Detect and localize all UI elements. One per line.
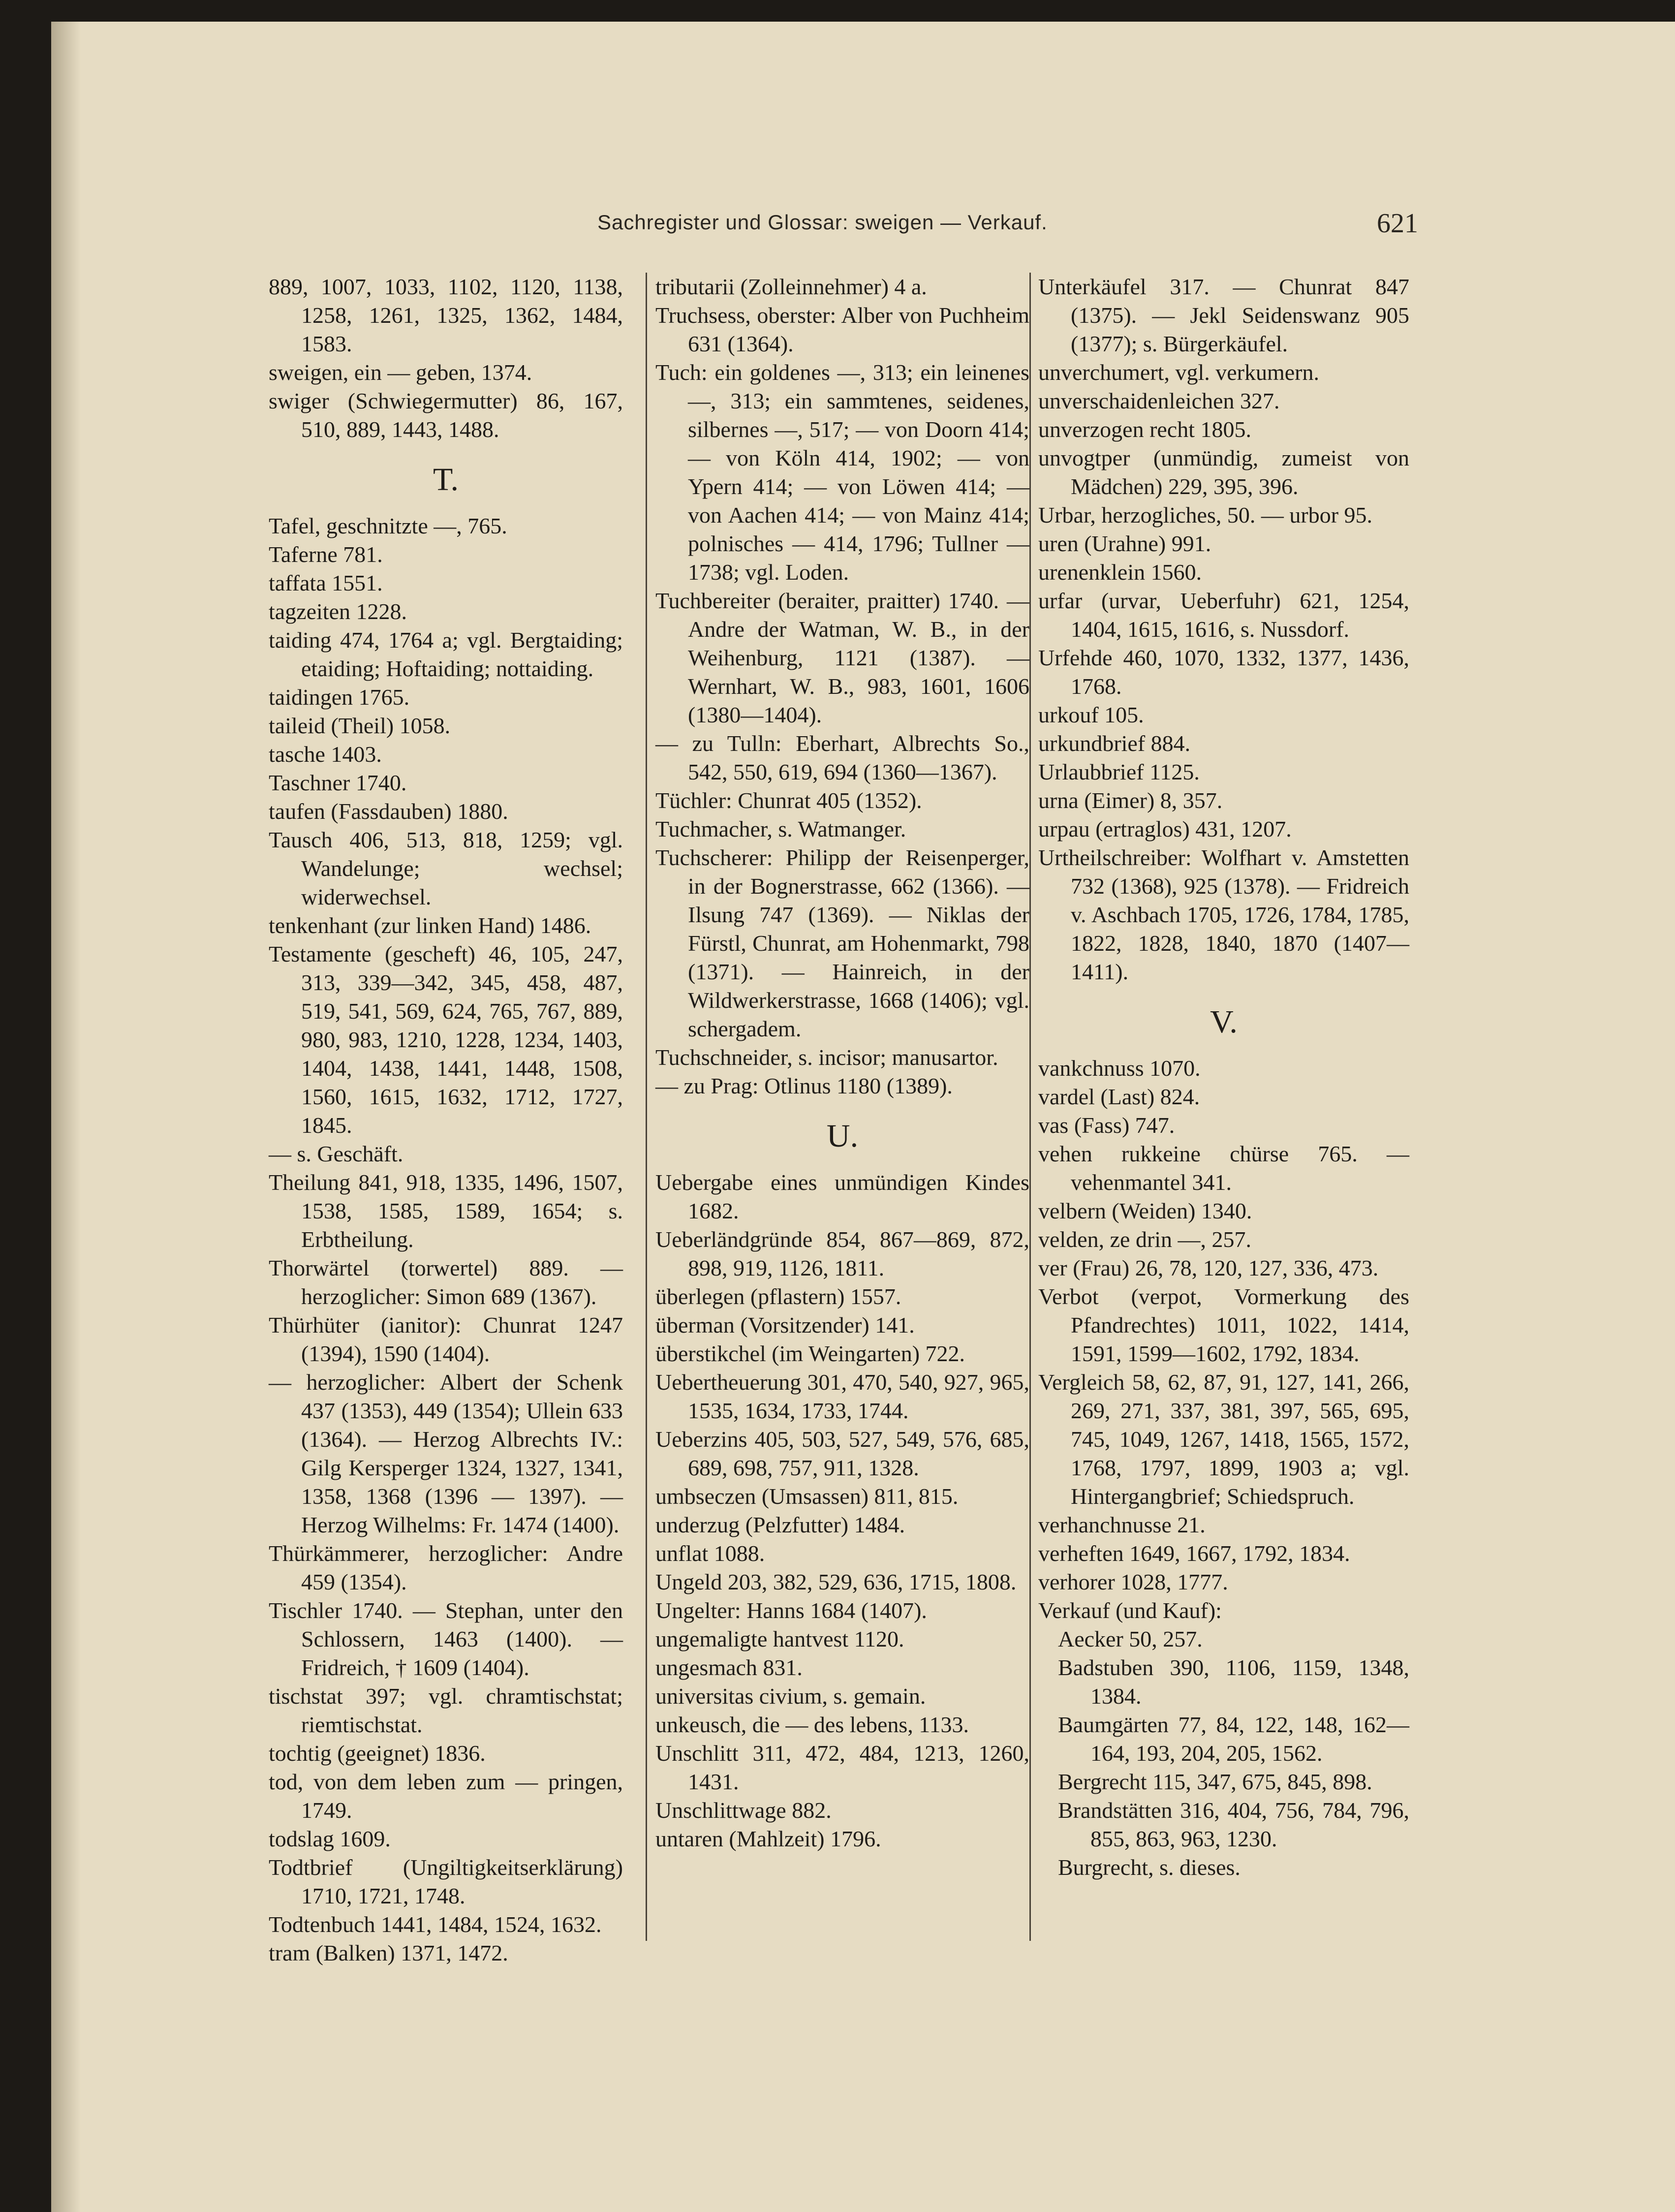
index-entry: Tafel, geschnitzte —, 765.	[269, 513, 507, 538]
index-entry: tischstat 397; vgl. chramtischstat; riemtischstat.	[269, 1683, 623, 1737]
page-number: 621	[1377, 208, 1418, 239]
index-entry: Vergleich 58, 62, 87, 91, 127, 141, 266, 269, 271, 337, 381, 397, 565, 695, 745, 1049, 1267, 1418, 1565, 1572, 1768, 1797, 1899, 1903 a; vgl. Hintergangbrief; Schiedspruch.	[1038, 1370, 1409, 1509]
index-entry: — zu Prag: Otlinus 1180 (1389).	[655, 1073, 953, 1098]
column-left	[269, 273, 623, 1967]
index-entry: ver (Frau) 26, 78, 120, 127, 336, 473.	[1038, 1255, 1379, 1280]
index-entry: universitas civium, s. gemain.	[655, 1683, 926, 1709]
index-entry: Urlaubbrief 1125.	[1038, 759, 1200, 784]
index-entry: Baumgärten 77, 84, 122, 148, 162—164, 193, 204, 205, 1562.	[1058, 1712, 1409, 1766]
book-gutter	[51, 22, 81, 2212]
index-entry: unvogtper (unmündig, zumeist von Mädchen) 229, 395, 396.	[1038, 445, 1409, 499]
index-entry: Tuchbereiter (beraiter, praitter) 1740. — Andre der Watman, W. B., in der Weihenburg, 1121 (1387). — Wernhart, W. B., 983, 1601, 1606 (1380—1404).	[655, 588, 1029, 727]
index-entry: unkeusch, die — des lebens, 1133.	[655, 1712, 969, 1737]
index-entry: Theilung 841, 918, 1335, 1496, 1507, 1538, 1585, 1589, 1654; s. Erbtheilung.	[269, 1170, 623, 1252]
index-entry: Ueberzins 405, 503, 527, 549, 576, 685, 689, 698, 757, 911, 1328.	[655, 1427, 1029, 1480]
index-entry: unflat 1088.	[655, 1541, 765, 1566]
index-entry: Burgrecht, s. dieses.	[1058, 1855, 1241, 1880]
index-entry: Unschlitt 311, 472, 484, 1213, 1260, 1431.	[655, 1741, 1029, 1794]
section-heading-v: V.	[1210, 1004, 1238, 1040]
scanned-page	[51, 22, 1675, 2212]
index-entry: Thürkämmerer, herzoglicher: Andre 459 (1354).	[269, 1541, 623, 1594]
index-entry: tram (Balken) 1371, 1472.	[269, 1940, 508, 1965]
index-entry: velbern (Weiden) 1340.	[1038, 1198, 1252, 1223]
index-entry: Tuch: ein goldenes —, 313; ein leinenes —, 313; ein sammtenes, seidenes, silbernes —, 517; — von Doorn 414; — von Köln 414, 1902; — von Ypern 414; — von Löwen 414; — von Aachen 414; — von Mainz 414; polnisches — 414, 1796; Tullner — 1738; vgl. Loden.	[655, 360, 1029, 585]
column-divider-1	[646, 273, 647, 1941]
index-entry: tochtig (geeignet) 1836.	[269, 1741, 486, 1766]
running-title: Sachregister und Glossar: sweigen — Verkauf.	[597, 211, 1048, 234]
index-entry: überman (Vorsitzender) 141.	[655, 1312, 915, 1338]
index-entry: tagzeiten 1228.	[269, 599, 407, 624]
index-entry: Uebertheuerung 301, 470, 540, 927, 965, 1535, 1634, 1733, 1744.	[655, 1370, 1029, 1423]
index-entry: Tischler 1740. — Stephan, unter den Schlossern, 1463 (1400). — Fridreich, † 1609 (1404).	[269, 1598, 623, 1680]
index-entry: urfar (urvar, Ueberfuhr) 621, 1254, 1404, 1615, 1616, s. Nussdorf.	[1038, 588, 1409, 642]
index-entry: Taschner 1740.	[269, 770, 407, 795]
index-entry: Ueberländgründe 854, 867—869, 872, 898, 919, 1126, 1811.	[655, 1227, 1029, 1280]
index-entry: ungesmach 831.	[655, 1655, 803, 1680]
index-entry: Todtbrief (Ungiltigkeitserklärung) 1710, 1721, 1748.	[269, 1855, 623, 1908]
index-entry: Tuchschneider, s. incisor; manusartor.	[655, 1045, 998, 1070]
index-entry: verhanchnusse 21.	[1038, 1512, 1206, 1537]
index-entry: todslag 1609.	[269, 1826, 391, 1851]
index-entry: Urfehde 460, 1070, 1332, 1377, 1436, 1768.	[1038, 645, 1409, 699]
index-entry: velden, ze drin —, 257.	[1038, 1227, 1252, 1252]
section-heading-u: U.	[826, 1118, 859, 1154]
index-entry: umbseczen (Umsassen) 811, 815.	[655, 1484, 959, 1509]
index-entry: untaren (Mahlzeit) 1796.	[655, 1826, 881, 1851]
index-entry: Tuchscherer: Philipp der Reisenperger, in der Bognerstrasse, 662 (1366). — Ilsung 747 (1369). — Niklas der Fürstl, Chunrat, am Hohenmarkt, 798 (1371). — Hainreich, in der Wildwerkerstrasse, 1668 (1406); vgl. schergadem.	[655, 845, 1029, 1041]
index-entry: — herzoglicher: Albert der Schenk 437 (1353), 449 (1354); Ullein 633 (1364). — Herzog Albrechts IV.: Gilg Kersperger 1324, 1327, 1341, 1358, 1368 (1396 — 1397). — Herzog Wilhelms: Fr. 1474 (1400).	[269, 1370, 623, 1537]
index-entry: Brandstätten 316, 404, 756, 784, 796, 855, 863, 963, 1230.	[1058, 1798, 1409, 1851]
index-entry: Tausch 406, 513, 818, 1259; vgl. Wandelunge; wechsel; widerwechsel.	[269, 827, 623, 909]
index-entry: urkouf 105.	[1038, 702, 1144, 727]
column-middle	[655, 273, 1029, 1853]
index-entry: urna (Eimer) 8, 357.	[1038, 788, 1223, 813]
index-entry: Bergrecht 115, 347, 675, 845, 898.	[1058, 1769, 1372, 1794]
index-entry: Testamente (gescheft) 46, 105, 247, 313, 339—342, 345, 458, 487, 519, 541, 569, 624, 765, 767, 889, 980, 983, 1210, 1228, 1234, 1403, 1404, 1438, 1441, 1448, 1508, 1560, 1615, 1632, 1712, 1727, 1845.	[269, 941, 623, 1138]
index-entry: Verbot (verpot, Vormerkung des Pfandrechtes) 1011, 1022, 1414, 1591, 1599—1602, 1792, 1834.	[1038, 1284, 1409, 1366]
index-entry: — s. Geschäft.	[269, 1141, 403, 1166]
index-entry: Aecker 50, 257.	[1058, 1626, 1203, 1651]
index-entry: underzug (Pelzfutter) 1484.	[655, 1512, 905, 1537]
index-entry: Urbar, herzogliches, 50. — urbor 95.	[1038, 502, 1373, 528]
index-entry: vehen rukkeine chürse 765. — vehenmantel 341.	[1038, 1141, 1409, 1195]
index-entry: urenenklein 1560.	[1038, 560, 1202, 585]
index-entry: vankchnuss 1070.	[1038, 1056, 1201, 1081]
index-entry: verhorer 1028, 1777.	[1038, 1569, 1228, 1594]
index-entry: Taferne 781.	[269, 542, 383, 567]
index-entry: tod, von dem leben zum — pringen, 1749.	[269, 1769, 623, 1823]
index-entry: urkundbrief 884.	[1038, 731, 1191, 756]
index-entry: überstikchel (im Weingarten) 722.	[655, 1341, 965, 1366]
page-header	[51, 189, 1675, 243]
index-entry: verheften 1649, 1667, 1792, 1834.	[1038, 1541, 1350, 1566]
index-entry: ungemaligte hantvest 1120.	[655, 1626, 904, 1651]
index-entry: Uebergabe eines unmündigen Kindes 1682.	[655, 1170, 1029, 1223]
index-entry: — zu Tulln: Eberhart, Albrechts So., 542, 550, 619, 694 (1360—1367).	[655, 731, 1029, 784]
index-entry: überlegen (pflastern) 1557.	[655, 1284, 901, 1309]
index-entry: unverzogen recht 1805.	[1038, 417, 1252, 442]
index-entry: swiger (Schwiegermutter) 86, 167, 510, 889, 1443, 1488.	[269, 388, 623, 442]
index-entry: taiding 474, 1764 a; vgl. Bergtaiding; etaiding; Hoftaiding; nottaiding.	[269, 627, 623, 681]
column-divider-2	[1029, 273, 1031, 1941]
index-entry: Ungeld 203, 382, 529, 636, 1715, 1808.	[655, 1569, 1017, 1594]
index-entry: Tüchler: Chunrat 405 (1352).	[655, 788, 922, 813]
index-entry: sweigen, ein — geben, 1374.	[269, 360, 532, 385]
index-entry: taffata 1551.	[269, 570, 383, 595]
index-entry: vas (Fass) 747.	[1038, 1113, 1175, 1138]
index-entry: Badstuben 390, 1106, 1159, 1348, 1384.	[1058, 1655, 1409, 1709]
index-entry: vardel (Last) 824.	[1038, 1084, 1200, 1109]
index-entry: Thorwärtel (torwertel) 889. — herzoglicher: Simon 689 (1367).	[269, 1255, 623, 1309]
index-entry: Todtenbuch 1441, 1484, 1524, 1632.	[269, 1912, 602, 1937]
index-entry: tasche 1403.	[269, 742, 382, 767]
index-entry: Unterkäufel 317. — Chunrat 847 (1375). — Jekl Seidenswanz 905 (1377); s. Bürgerkäufel.	[1038, 274, 1409, 356]
section-heading-t: T.	[433, 462, 459, 498]
index-entry: urpau (ertraglos) 431, 1207.	[1038, 816, 1292, 841]
index-entry: Verkauf (und Kauf):	[1038, 1598, 1222, 1623]
index-entry: taidingen 1765.	[269, 685, 410, 710]
index-entry: 889, 1007, 1033, 1102, 1120, 1138, 1258, 1261, 1325, 1362, 1484, 1583.	[269, 274, 623, 356]
index-entry: taufen (Fassdauben) 1880.	[269, 799, 508, 824]
index-entry: Truchsess, oberster: Alber von Puchheim 631 (1364).	[655, 303, 1029, 356]
index-entry: tenkenhant (zur linken Hand) 1486.	[269, 913, 591, 938]
index-entry: Ungelter: Hanns 1684 (1407).	[655, 1598, 927, 1623]
column-right	[1038, 273, 1409, 1882]
index-entry: Tuchmacher, s. Watmanger.	[655, 816, 906, 841]
index-entry: taileid (Theil) 1058.	[269, 713, 451, 738]
index-entry: uren (Urahne) 991.	[1038, 531, 1211, 556]
index-entry: Urtheilschreiber: Wolfhart v. Amstetten 732 (1368), 925 (1378). — Fridreich v. Aschbach 1705, 1726, 1784, 1785, 1822, 1828, 1840, 1870 (1407—1411).	[1038, 845, 1409, 984]
index-entry: unverchumert, vgl. verkumern.	[1038, 360, 1319, 385]
index-entry: Thürhüter (ianitor): Chunrat 1247 (1394), 1590 (1404).	[269, 1312, 623, 1366]
index-entry: unverschaidenleichen 327.	[1038, 388, 1280, 413]
index-entry: Unschlittwage 882.	[655, 1798, 832, 1823]
index-entry: tributarii (Zolleinnehmer) 4 a.	[655, 274, 927, 299]
